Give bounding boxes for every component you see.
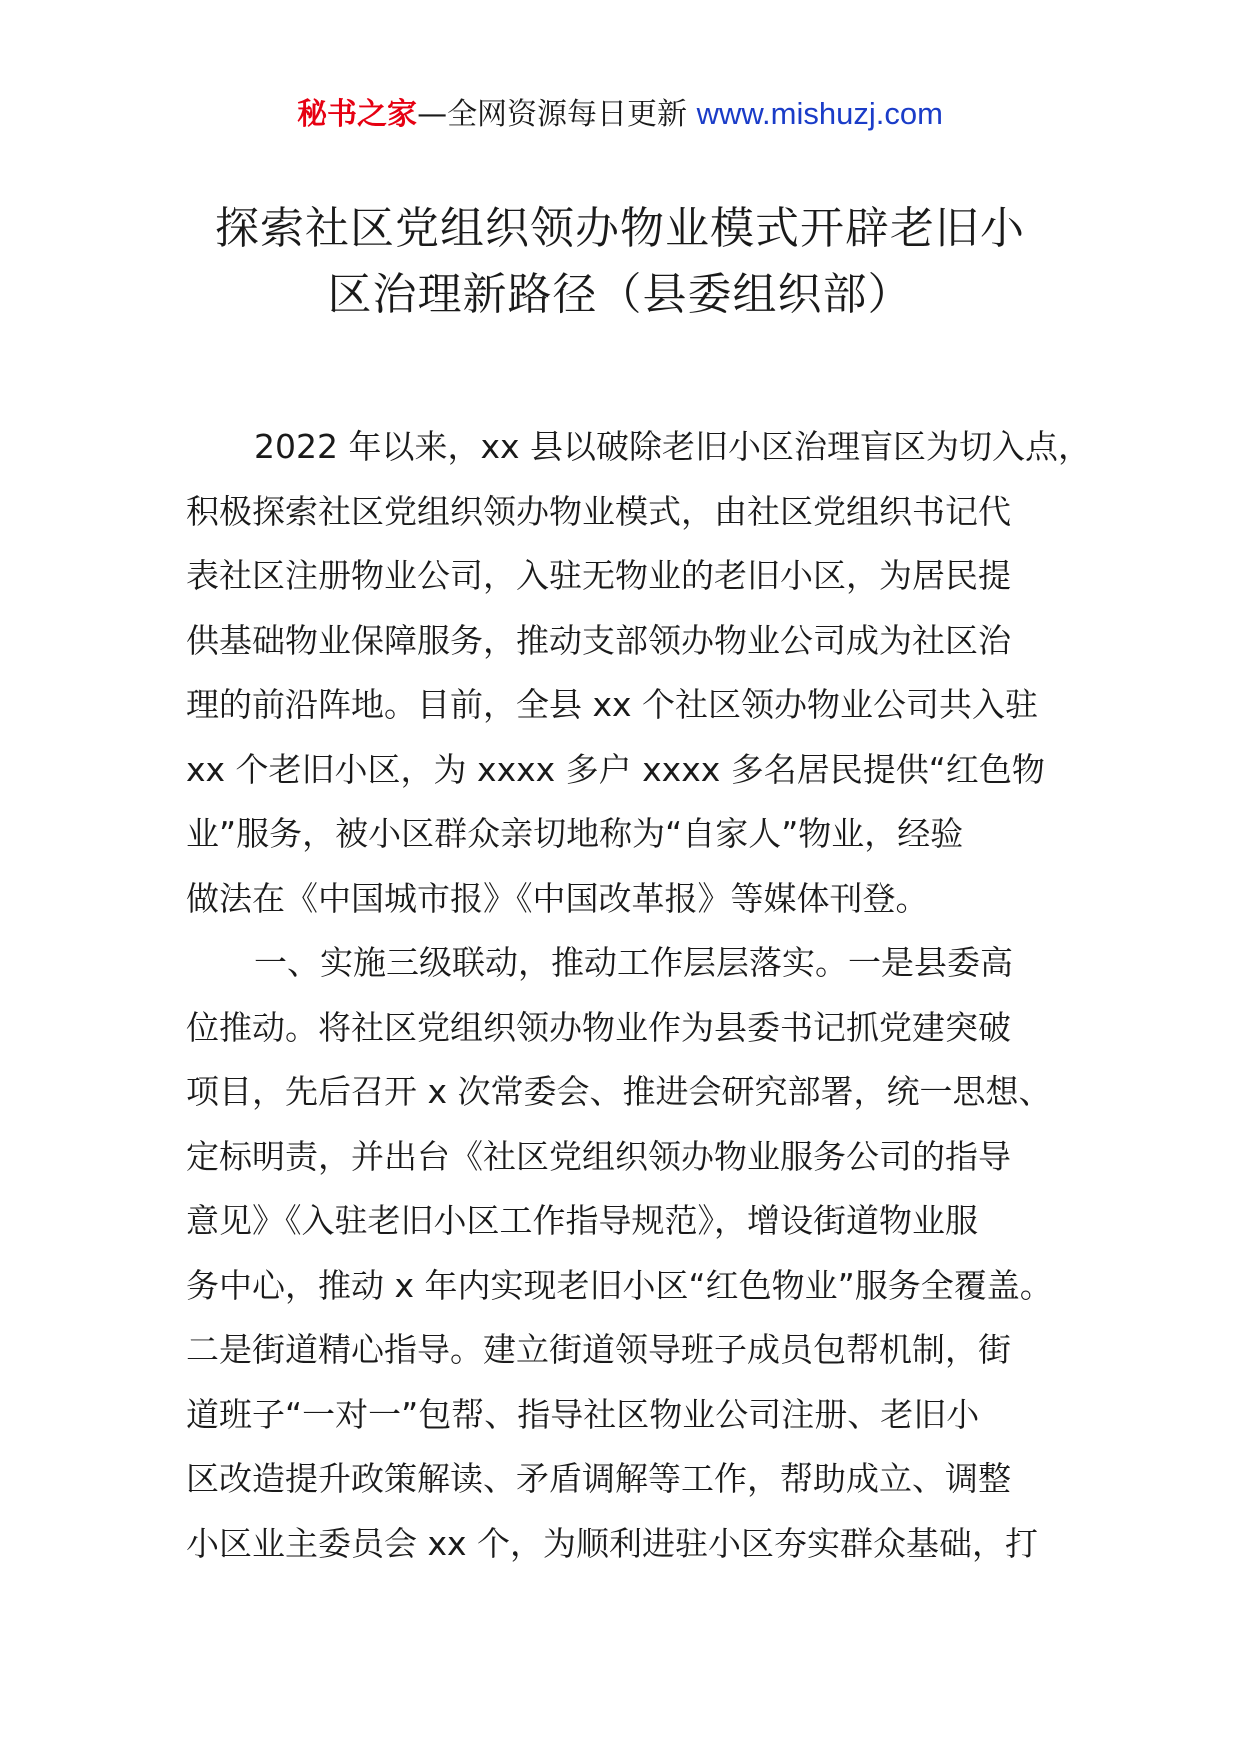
body-line: xx 个老旧小区，为 xxxx 多户 xxxx 多名居民提供“红色物 — [186, 749, 1045, 789]
header-slogan: —全网资源每日更新 — [417, 97, 688, 132]
body-line: 积极探索社区党组织领办物业模式，由社区党组织书记代 — [186, 491, 1011, 531]
body-line: 业”服务，被小区群众亲切地称为“自家人”物业，经验 — [186, 814, 964, 853]
document-body — [186, 415, 1092, 1576]
body-line: 区改造提升政策解读、矛盾调解等工作，帮助成立、调整 — [186, 1459, 1011, 1498]
body-line: 小区业主委员会 xx 个，为顺利进驻小区夯实群众基础，打 — [186, 1523, 1039, 1563]
body-line: 做法在《中国城市报》《中国改革报》等媒体刊登。 — [186, 878, 929, 918]
body-line: 供基础物业保障服务，推动支部领办物业公司成为社区治 — [186, 620, 1011, 660]
site-url-link[interactable]: www.mishuzj.com — [696, 96, 943, 131]
body-line: 意见》《入驻老旧小区工作指导规范》，增设街道物业服 — [186, 1201, 978, 1240]
body-line: 一、实施三级联动，推动工作层层落实。一是县委高 — [254, 943, 1013, 982]
document-title — [150, 196, 1090, 328]
body-line: 定标明责，并出台《社区党组织领办物业服务公司的指导 — [186, 1136, 1011, 1176]
body-line: 项目，先后召开 x 次常委会、推进会研究部署，统一思想、 — [186, 1072, 1052, 1111]
brand-name: 秘书之家 — [297, 97, 418, 132]
body-line: 理的前沿阵地。目前，全县 xx 个社区领办物业公司共入驻 — [186, 685, 1039, 724]
title-line: 探索社区党组织领办物业模式开辟老旧小 — [215, 203, 1025, 254]
body-line: 2022 年以来，xx 县以破除老旧小区治理盲区为切入点， — [254, 427, 1092, 466]
body-line: 务中心，推动 x 年内实现老旧小区“红色物业”服务全覆盖。 — [186, 1265, 1053, 1305]
title-line: 区治理新路径（县委组织部） — [327, 269, 913, 320]
body-line: 道班子“一对一”包帮、指导社区物业公司注册、老旧小 — [186, 1394, 980, 1434]
body-line: 位推动。将社区党组织领办物业作为县委书记抓党建突破 — [186, 1007, 1011, 1047]
body-line: 二是街道精心指导。建立街道领导班子成员包帮机制，街 — [186, 1330, 1011, 1369]
site-header — [0, 94, 1240, 135]
body-line: 表社区注册物业公司，入驻无物业的老旧小区，为居民提 — [186, 556, 1011, 595]
